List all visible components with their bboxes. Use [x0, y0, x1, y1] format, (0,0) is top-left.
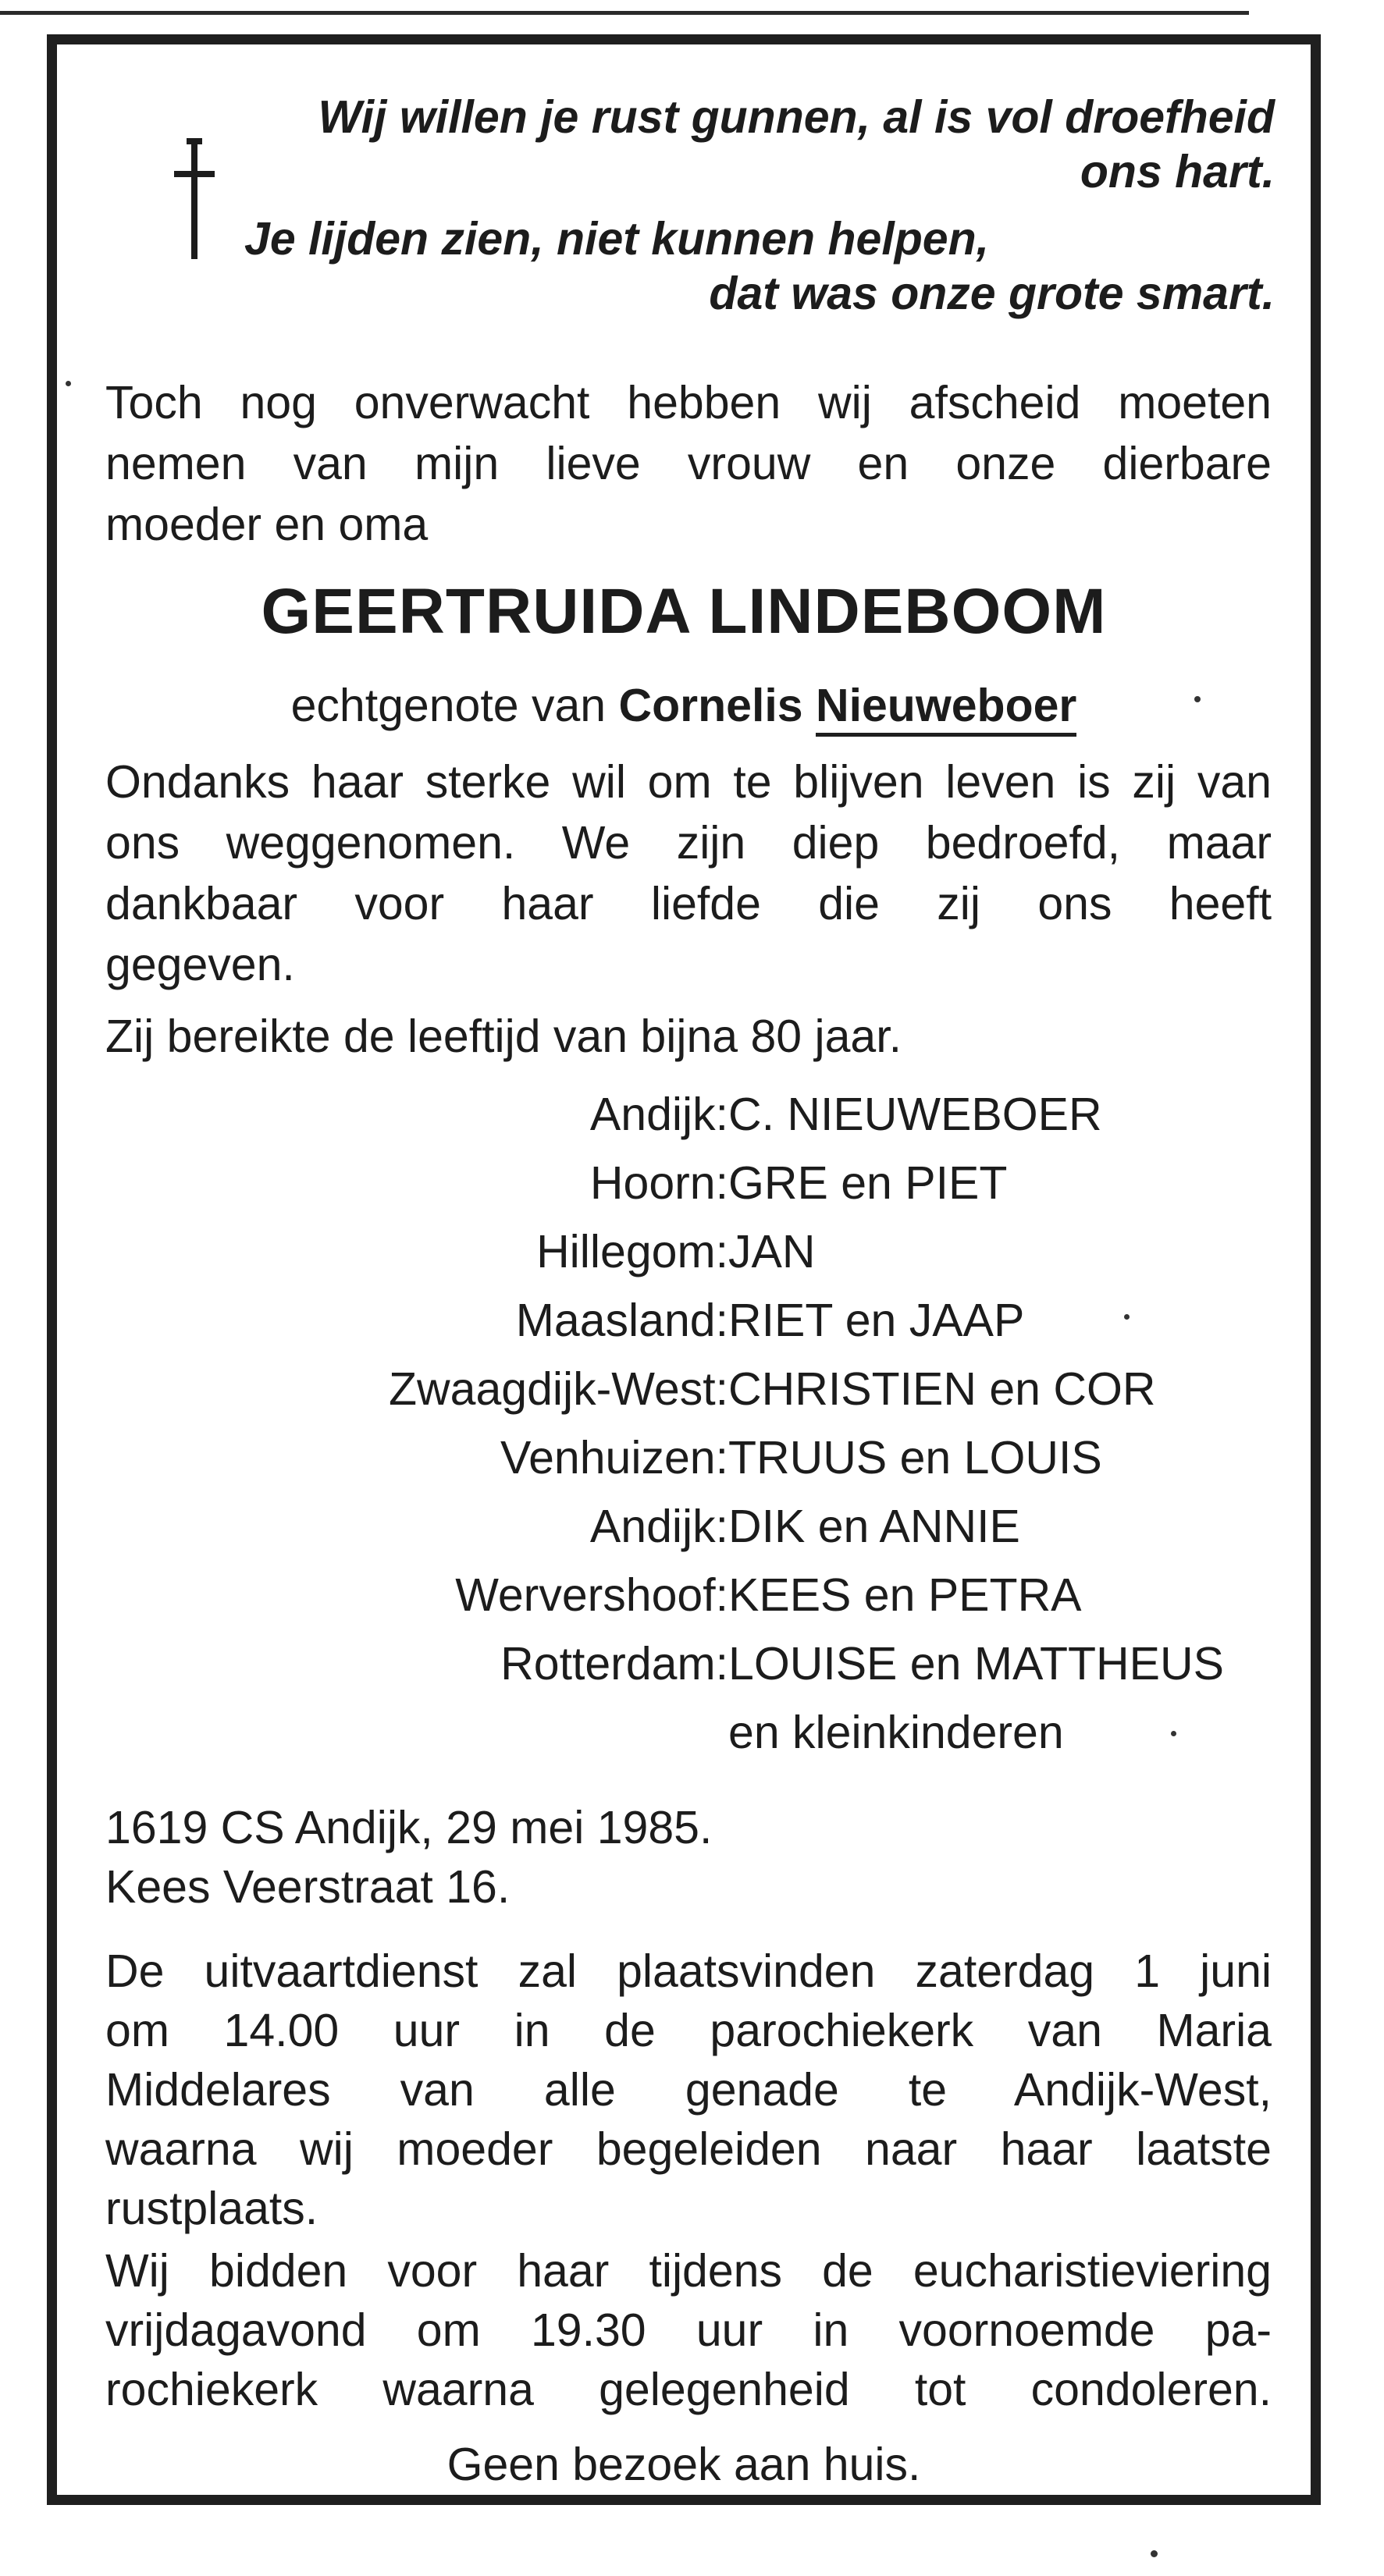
top-rule — [0, 11, 1249, 15]
message-line: Ondanks haar sterke wil om te blijven leven is zij van — [105, 756, 1272, 808]
family-names: LOUISE en MATTHEUS — [728, 1638, 1224, 1690]
family-names: CHRISTIEN en COR — [728, 1363, 1156, 1415]
prayer-paragraph — [105, 2244, 1272, 2431]
service-paragraph — [105, 1944, 1272, 2256]
family-footer: en kleinkinderen — [728, 1707, 1064, 1758]
deceased-name: GEERTRUIDA LINDEBOOM — [261, 576, 1107, 647]
spouse-prefix: echtgenote van — [290, 680, 607, 731]
family-place: Andijk: — [589, 1089, 728, 1140]
intro-line: Toch nog onverwacht hebben wij afscheid moeten — [105, 377, 1272, 428]
spouse-line — [57, 678, 1311, 733]
message-line: dankbaar voor haar liefde die zij ons heeft — [105, 878, 1272, 929]
prayer-line: rochiekerk waarna gelegenheid tot condoleren. — [105, 2364, 1272, 2415]
message-paragraph — [105, 755, 1272, 1004]
print-speck — [66, 381, 71, 386]
intro-paragraph — [105, 375, 1272, 563]
prayer-line: vrijdagavond om 19.30 uur in voornoemde pa- — [105, 2304, 1272, 2356]
service-line: De uitvaartdienst zal plaatsvinden zaterdag 1 juni — [105, 1945, 1272, 1997]
prayer-line: Wij bidden voor haar tijdens de eucharistieviering — [105, 2245, 1272, 2297]
family-names: GRE en PIET — [728, 1157, 1008, 1209]
address-line: Kees Veerstraat 16. — [105, 1861, 511, 1913]
poem-line: dat was onze grote smart. — [709, 268, 1275, 319]
service-line: om 14.00 uur in de parochiekerk van Maria — [105, 2005, 1272, 2056]
family-names: JAN — [728, 1226, 816, 1277]
closing-line: Geen bezoek aan huis. — [447, 2439, 921, 2490]
print-speck — [1171, 1731, 1176, 1736]
family-place: Rotterdam: — [500, 1638, 728, 1690]
message-line: gegeven. — [105, 939, 295, 990]
obituary-card — [47, 34, 1321, 2505]
poem-line: ons hart. — [1080, 146, 1275, 197]
service-line: Middelares van alle genade te Andijk-West, — [105, 2064, 1272, 2116]
family-place: Andijk: — [589, 1501, 728, 1552]
family-place: Maasland: — [515, 1295, 728, 1346]
family-place: Wervershoof: — [455, 1569, 728, 1621]
family-names: KEES en PETRA — [728, 1569, 1082, 1621]
address-line: 1619 CS Andijk, 29 mei 1985. — [105, 1802, 713, 1853]
family-place: Hoorn: — [589, 1157, 728, 1209]
family-place: Zwaagdijk-West: — [389, 1363, 728, 1415]
print-speck — [1124, 1314, 1130, 1320]
print-speck — [1194, 696, 1201, 702]
print-speck — [1151, 2550, 1158, 2557]
intro-line: nemen van mijn lieve vrouw en onze dierbare — [105, 438, 1272, 489]
message-line: ons weggenomen. We zijn diep bedroefd, maar — [105, 817, 1272, 869]
service-line: waarna wij moeder begeleiden naar haar laatste — [105, 2123, 1272, 2175]
spouse-first-name: Cornelis — [618, 680, 803, 731]
address — [105, 1800, 886, 1925]
intro-line: moeder en oma — [105, 499, 429, 550]
family-names: DIK en ANNIE — [728, 1501, 1020, 1552]
spouse-last-name: Nieuweboer — [816, 680, 1076, 737]
poem — [57, 44, 1311, 357]
family-names: TRUUS en LOUIS — [728, 1432, 1102, 1483]
poem-line: Je lijden zien, niet kunnen helpen, — [244, 213, 989, 265]
age-line: Zij bereikte de leeftijd van bijna 80 jaar. — [105, 1011, 902, 1062]
service-line: rustplaats. — [105, 2183, 318, 2234]
family-place: Hillegom: — [536, 1226, 728, 1277]
family-names: C. NIEUWEBOER — [728, 1089, 1102, 1140]
family-place: Venhuizen: — [500, 1432, 728, 1483]
family-list — [57, 1087, 1311, 1758]
family-names: RIET en JAAP — [728, 1295, 1025, 1346]
poem-line: Wij willen je rust gunnen, al is vol droefheid — [318, 91, 1275, 143]
